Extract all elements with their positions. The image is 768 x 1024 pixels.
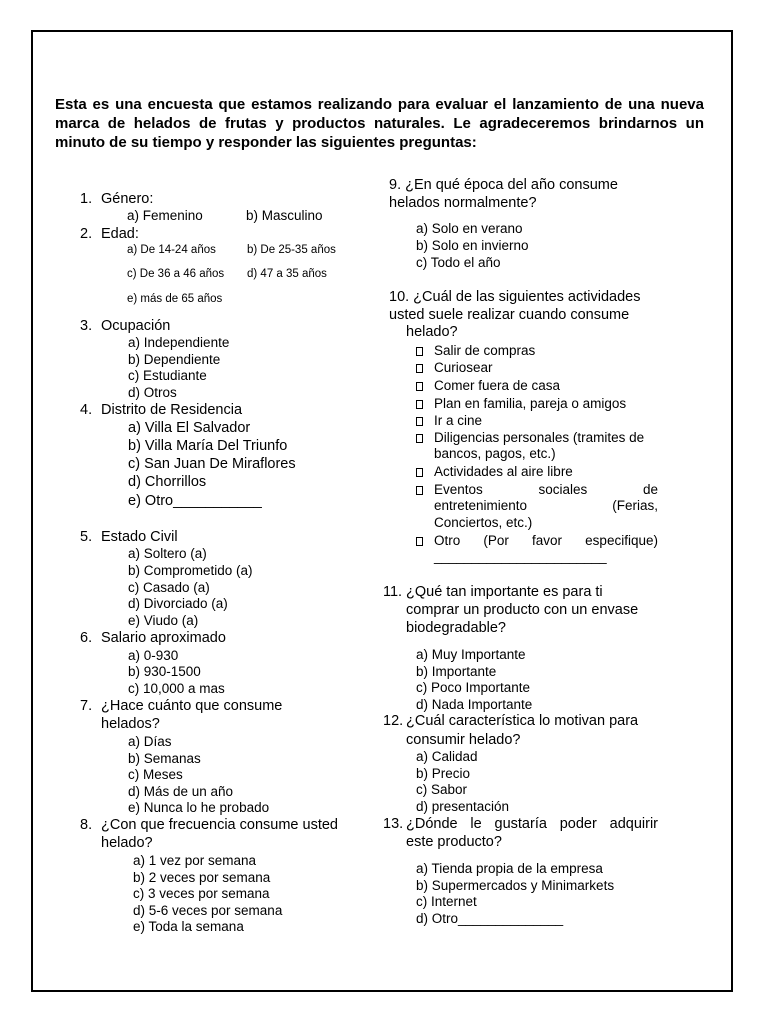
q10-option-9-word-3: favor (532, 533, 563, 548)
q11-title-line-2: comprar un producto con un envase (406, 602, 639, 618)
q12-option-c[interactable]: c) Sabor (416, 782, 468, 797)
q10-checkbox-1[interactable] (416, 347, 423, 356)
q7-option-a[interactable]: a) Días (128, 734, 172, 749)
q7-option-c[interactable]: c) Meses (128, 767, 183, 782)
q10-checkbox-3[interactable] (416, 382, 423, 391)
q8-title-line-2: helado? (101, 835, 153, 851)
q10-option-9-word-4: especifique) (585, 533, 658, 548)
q1-number: 1. (80, 191, 93, 207)
q10-option-7: Actividades al aire libre (434, 464, 573, 479)
q11-option-d[interactable]: d) Nada Importante (416, 697, 533, 712)
q7-option-b[interactable]: b) Semanas (128, 751, 201, 766)
q6-option-a[interactable]: a) 0-930 (128, 648, 179, 663)
q11-title-line-1: ¿Qué tan importante es para ti (406, 584, 603, 600)
q1-option-b[interactable]: b) Masculino (246, 208, 323, 223)
q2-title: Edad: (101, 226, 139, 242)
q13-title-word-4: poder (559, 816, 597, 832)
q8-option-c[interactable]: c) 3 veces por semana (133, 886, 270, 901)
q10-option-8-line-2 (434, 498, 658, 513)
q10-checkbox-6[interactable] (416, 434, 423, 443)
q2-option-d[interactable]: d) 47 a 35 años (247, 268, 327, 280)
q2-option-b[interactable]: b) De 25-35 años (247, 244, 336, 256)
q10-option-9-line-1 (434, 533, 658, 548)
q10-option-5: Ir a cine (434, 413, 483, 428)
q11-title-line-3: biodegradable? (406, 620, 506, 636)
q8-option-e[interactable]: e) Toda la semana (133, 919, 244, 934)
q13-title-line-1 (406, 816, 658, 832)
q2-option-a[interactable]: a) De 14-24 años (127, 244, 216, 256)
q1-title: Género: (101, 191, 154, 207)
q13-title-word-3: gustaría (494, 816, 547, 832)
q10-option-9-word-1: Otro (434, 533, 461, 548)
q10-option-8-line-1 (434, 482, 658, 497)
q5-option-a[interactable]: a) Soltero (a) (128, 546, 207, 561)
q5-number: 5. (80, 529, 93, 545)
q13-option-a[interactable]: a) Tienda propia de la empresa (416, 861, 603, 876)
q3-title: Ocupación (101, 318, 171, 334)
q8-title-line-1: ¿Con que frecuencia consume usted (101, 817, 338, 833)
q10-checkbox-2[interactable] (416, 364, 423, 373)
q12-number: 12. (383, 713, 404, 729)
q10-option-1: Salir de compras (434, 343, 536, 358)
q5-option-e[interactable]: e) Viudo (a) (128, 613, 199, 628)
q13-title-word-2: le (470, 816, 482, 832)
q7-title-line-1: ¿Hace cuánto que consume (101, 698, 283, 714)
q3-number: 3. (80, 318, 93, 334)
q9-title-line-1: 9. ¿En qué época del año consume (389, 177, 618, 193)
q10-option-8-word-5: (Ferias, (612, 498, 658, 513)
q10-checkbox-4[interactable] (416, 400, 423, 409)
q6-title: Salario aproximado (101, 630, 226, 646)
q2-option-c[interactable]: c) De 36 a 46 años (127, 268, 225, 280)
q5-option-c[interactable]: c) Casado (a) (128, 580, 210, 595)
q3-option-a[interactable]: a) Independiente (128, 335, 230, 350)
q4-option-a[interactable]: a) Villa El Salvador (128, 420, 251, 436)
q10-checkbox-9[interactable] (416, 537, 423, 546)
q8-option-b[interactable]: b) 2 veces por semana (133, 870, 271, 885)
q10-option-9-line[interactable]: _______________________ (434, 549, 607, 564)
q5-title: Estado Civil (101, 529, 178, 545)
q6-option-c[interactable]: c) 10,000 a mas (128, 681, 225, 696)
q10-option-8-word-4: entretenimiento (434, 498, 528, 513)
q10-option-8-word-3: de (642, 482, 658, 497)
q10-checkbox-8[interactable] (416, 486, 423, 495)
intro-paragraph (55, 95, 704, 152)
q4-option-b[interactable]: b) Villa María Del Triunfo (128, 438, 288, 454)
intro-line-3: minuto de su tiempo y responder las siguientes preguntas: (55, 134, 477, 151)
q13-option-d[interactable]: d) Otro______________ (416, 911, 564, 926)
q10-option-8-word-1: Eventos (434, 482, 483, 497)
q12-option-b[interactable]: b) Precio (416, 766, 471, 781)
q12-option-d[interactable]: d) presentación (416, 799, 510, 814)
q10-option-4: Plan en familia, pareja o amigos (434, 396, 627, 411)
q4-option-d[interactable]: d) Chorrillos (128, 474, 207, 490)
q9-title-line-2: helados normalmente? (389, 195, 537, 211)
q5-option-d[interactable]: d) Divorciado (a) (128, 596, 228, 611)
q12-option-a[interactable]: a) Calidad (416, 749, 478, 764)
q3-option-d[interactable]: d) Otros (128, 385, 177, 400)
q10-option-6-line-1: Diligencias personales (tramites de (434, 430, 645, 445)
q10-option-2: Curiosear (434, 360, 493, 375)
q5-option-b[interactable]: b) Comprometido (a) (128, 563, 253, 578)
q11-option-a[interactable]: a) Muy Importante (416, 647, 526, 662)
q6-number: 6. (80, 630, 93, 646)
q9-option-b[interactable]: b) Solo en invierno (416, 238, 529, 253)
q4-number: 4. (80, 402, 93, 418)
q6-option-b[interactable]: b) 930-1500 (128, 664, 201, 679)
q7-option-d[interactable]: d) Más de un año (128, 784, 234, 799)
q4-title: Distrito de Residencia (101, 402, 243, 418)
q10-title-line-2: usted suele realizar cuando consume (389, 307, 630, 323)
q11-number: 11. (383, 584, 403, 600)
q13-title-line-2: este producto? (406, 834, 502, 850)
q7-number: 7. (80, 698, 93, 714)
q10-title-line-1: 10. ¿Cuál de las siguientes actividades (389, 289, 641, 305)
q4-option-e[interactable]: e) Otro___________ (128, 493, 262, 509)
q10-option-6-line-2: bancos, pagos, etc.) (434, 446, 556, 461)
intro-line-1: Esta es una encuesta que estamos realizando para evaluar el lanzamiento de una nueva (55, 96, 704, 113)
q7-title-line-2: helados? (101, 716, 160, 732)
q10-option-8-line-3: Conciertos, etc.) (434, 515, 533, 530)
q9-option-a[interactable]: a) Solo en verano (416, 221, 523, 236)
q7-option-e[interactable]: e) Nunca lo he probado (128, 800, 270, 815)
q11-option-c[interactable]: c) Poco Importante (416, 680, 531, 695)
q10-option-3: Comer fuera de casa (434, 378, 561, 393)
q8-option-d[interactable]: d) 5-6 veces por semana (133, 903, 283, 918)
q1-option-a[interactable]: a) Femenino (127, 208, 203, 223)
q10-checkbox-5[interactable] (416, 417, 423, 426)
q8-number: 8. (80, 817, 93, 833)
q13-option-b[interactable]: b) Supermercados y Minimarkets (416, 878, 615, 893)
q4-option-c[interactable]: c) San Juan De Miraflores (128, 456, 296, 472)
q3-option-b[interactable]: b) Dependiente (128, 352, 221, 367)
q2-option-e[interactable]: e) más de 65 años (127, 293, 223, 305)
q10-title-line-3: helado? (406, 324, 458, 340)
q11-option-b[interactable]: b) Importante (416, 664, 497, 679)
q13-title-word-5: adquirir (609, 816, 658, 832)
q10-checkbox-7[interactable] (416, 468, 423, 477)
q13-option-c[interactable]: c) Internet (416, 894, 477, 909)
q10-option-8-word-2: sociales (538, 482, 588, 497)
q2-number: 2. (80, 226, 93, 242)
q12-title-line-2: consumir helado? (406, 732, 521, 748)
q9-option-c[interactable]: c) Todo el año (416, 255, 501, 270)
q3-option-c[interactable]: c) Estudiante (128, 368, 207, 383)
q8-option-a[interactable]: a) 1 vez por semana (133, 853, 257, 868)
q12-title-line-1: ¿Cuál característica lo motivan para (406, 713, 639, 729)
q13-number: 13. (383, 816, 404, 832)
q13-title-word-1: ¿Dónde (406, 816, 458, 832)
intro-line-2: marca de helados de frutas y productos naturales. Le agradeceremos brindarnos un (55, 115, 704, 132)
q10-option-9-word-2: (Por (483, 533, 509, 548)
